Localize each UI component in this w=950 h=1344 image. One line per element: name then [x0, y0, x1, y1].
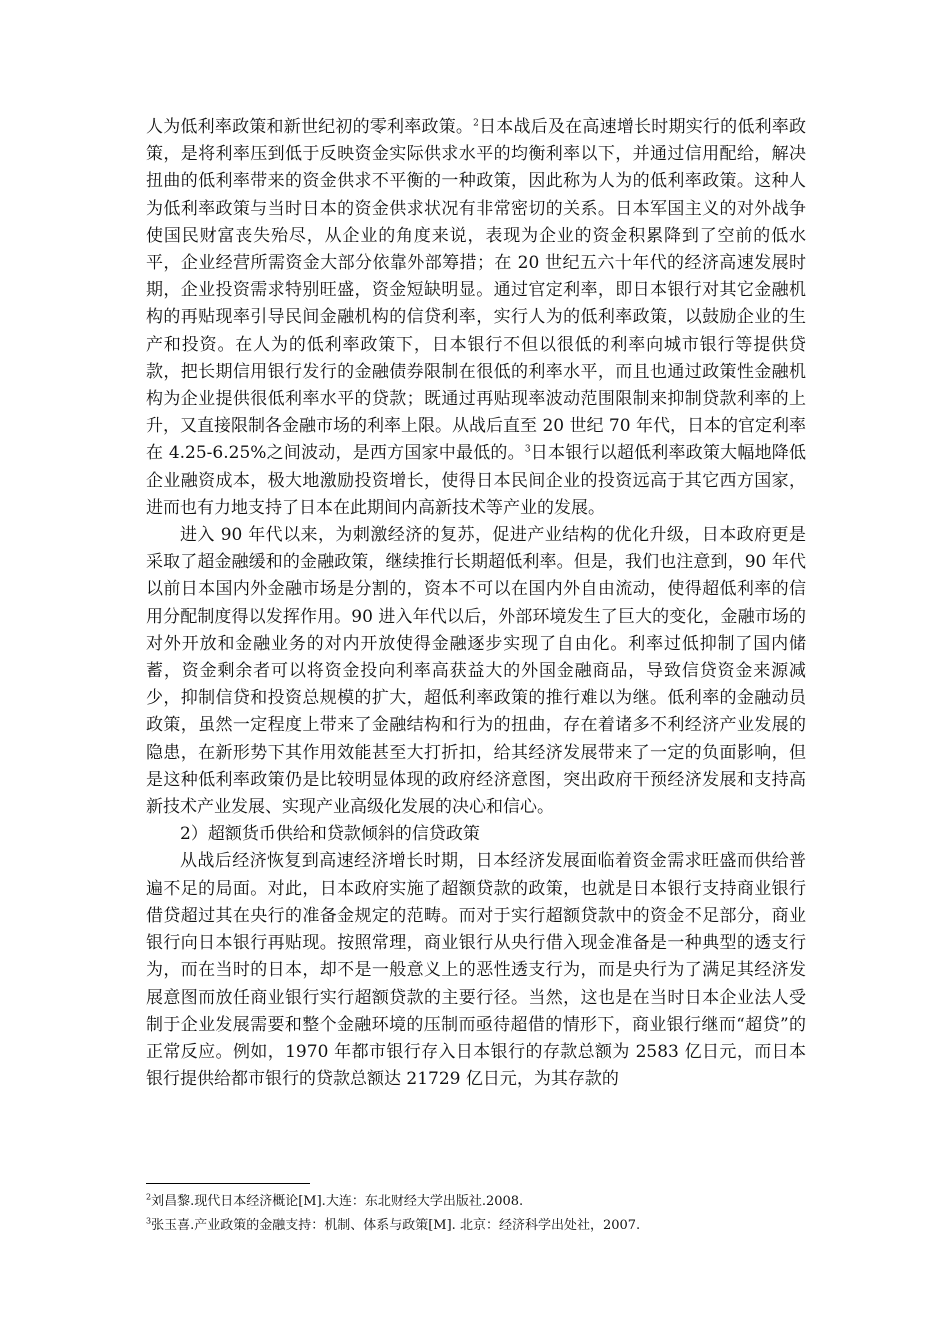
paragraph-text: 进入 90 年代以来，为刺激经济的复苏，促进产业结构的优化升级，日本政府更是采取了超金融缓和的金融政策，继续推行长期超低利率。但是，我们也注意到，90 年代以前日本国内外金融市场是分割的，资本不可以在国内外自由流动，使得超低利率的信用分配制度得以发挥作用。90 进入年代以后，外部环境发生了巨大的变化，金融市场的对外开放和金融业务的对内开放使得金融逐步实现了自由化。利率过低抑制了国内储蓄，资金剩余者可以将资金投向利率高获益大的外国金融商品，导致信贷资金来源减少，抑制信贷和投资总规模的扩大，超低利率政策的推行难以为继。低利率的金融动员政策，虽然一定程度上带来了金融结构和行为的扭曲，存在着诸多不利经济产业发展的隐患，在新形势下其作用效能甚至大打折扣，给其经济发展带来了一定的负面影响，但是这种低利率政策仍是比较明显体现的政府经济意图，突出政府干预经济发展和支持高新技术产业发展、实现产业高级化发展的决心和信心。	[146, 525, 806, 818]
paragraph-text: 2）超额货币供给和贷款倾斜的信贷政策	[180, 824, 480, 845]
footnotes	[146, 1190, 806, 1238]
paragraph-text: 日本战后及在高速增长时期实行的低利率政策，是将利率压到低于反映资金实际供求水平的均衡利率以下，并通过信用配给，解决扭曲的低利率带来的资金供求不平衡的一种政策，因此称为人为的低利率政策。这种人为低利率政策与当时日本的资金供求状况有非常密切的关系。日本军国主义的对外战争使国民财富丧失殆尽，从企业的角度来说，表现为企业的资金积累降到了空前的低水平，企业经营所需资金大部分依靠外部筹措；在 20 世纪五六十年代的经济高速发展时期，企业投资需求特别旺盛，资金短缺明显。通过官定利率，即日本银行对其它金融机构的再贴现率引导民间金融机构的信贷利率，实行人为的低利率政策，以鼓励企业的生产和投资。在人为的低利率政策下，日本银行不但以很低的利率向城市银行等提供贷款，把长期信用银行发行的金融债券限制在很低的利率水平，而且也通过政策性金融机构为企业提供很低利率水平的贷款；既通过再贴现率波动范围限制来抑制贷款利率的上升，又直接限制各金融市场的利率上限。从战后直至 20 世纪 70 年代，日本的官定利率在 4.25-6.25%之间波动，是西方国家中最低的。	[146, 117, 807, 464]
footnote-ref: 3	[524, 444, 531, 455]
paragraph	[146, 522, 806, 821]
paragraph-text: 人为低利率政策和新世纪初的零利率政策。	[146, 117, 474, 137]
footnote-ref: 2	[473, 118, 479, 129]
paragraph	[146, 114, 806, 522]
section-heading	[146, 821, 806, 848]
footnote	[146, 1214, 806, 1238]
body-text	[146, 114, 806, 1093]
footnote-text: 刘昌黎.现代日本经济概论[M].大连：东北财经大学出版社.2008.	[151, 1194, 524, 1209]
footnote	[146, 1190, 806, 1214]
paragraph-text: 从战后经济恢复到高速经济增长时期，日本经济发展面临着资金需求旺盛而供给普遍不足的局面。对此，日本政府实施了超额贷款的政策，也就是日本银行支持商业银行借贷超过其在央行的准备金规定的范畴。而对于实行超额贷款中的资金不足部分，商业银行向日本银行再贴现。按照常理，商业银行从央行借入现金准备是一种典型的透支行为，而在当时的日本，却不是一般意义上的恶性透支行为，而是央行为了满足其经济发展意图而放任商业银行实行超额贷款的主要行径。当然，这也是在当时日本企业法人受制于企业发展需要和整个金融环境的压制而亟待超借的情形下，商业银行继而“超贷”的正常反应。例如，1970 年都市银行存入日本银行的存款总额为 2583 亿日元，而日本银行提供给都市银行的贷款总额达 21729 亿日元，为其存款的	[146, 851, 806, 1090]
footnote-separator	[146, 1183, 310, 1184]
footnote-text: 张玉喜.产业政策的金融支持：机制、体系与政策[M]. 北京：经济科学出处社，2007.	[151, 1218, 641, 1233]
paragraph	[146, 848, 806, 1093]
footnote-marker: 3	[146, 1216, 152, 1226]
footnote-marker: 2	[146, 1192, 152, 1202]
paragraph-text: 日本银行以超低利率政策大幅地降低企业融资成本，极大地激励投资增长，使得日本民间企业的投资远高于其它西方国家，进而也有力地支持了日本在此期间内高新技术等产业的发展。	[146, 443, 806, 518]
